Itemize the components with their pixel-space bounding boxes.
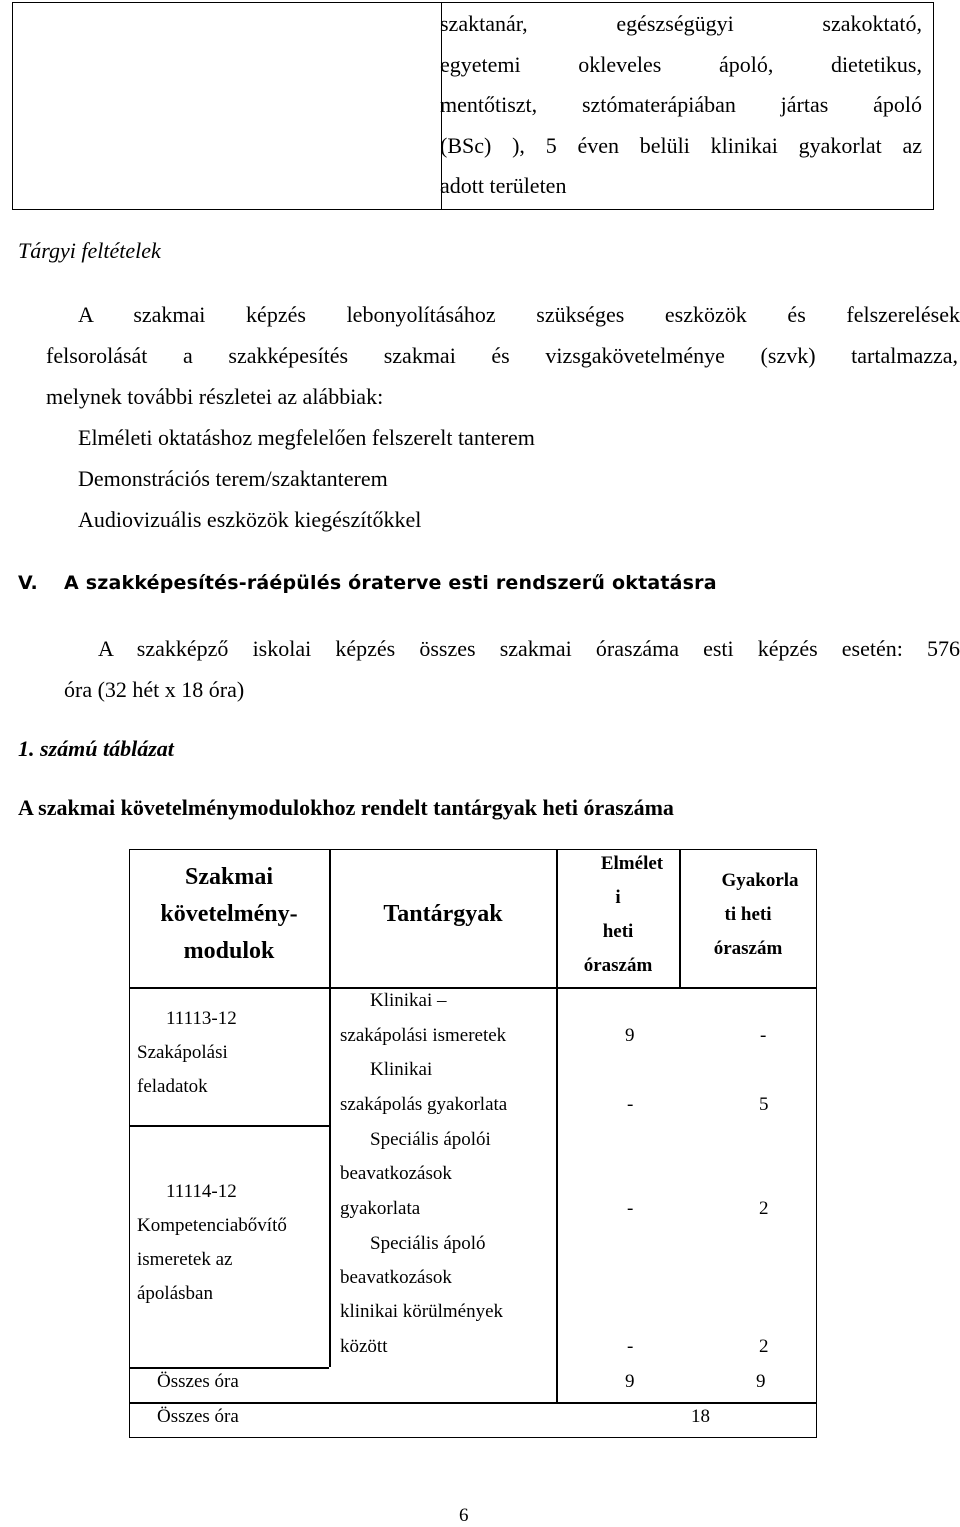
section-number: V. [18,572,38,594]
total-label: Összes óra [157,1406,239,1427]
subject-line: szakápolási ismeretek [340,1025,507,1046]
targyi-item: Audiovizuális eszközök kiegészítőkkel [78,507,422,532]
practice-hours: 2 [759,1198,769,1219]
header-subjects: Tantárgyak [383,901,503,927]
theory-hours: - [627,1336,634,1357]
theory-hours: - [627,1198,634,1219]
table-title: A szakmai követelménymodulokhoz rendelt tantárgyak heti óraszáma [18,795,674,820]
table-number: 1. számú táblázat [18,736,174,761]
targyi-item: Elméleti oktatáshoz megfelelően felszerelt tanterem [78,425,535,450]
qualification-cell [440,4,922,207]
module-name-line: Szakápolási [137,1042,228,1063]
header-theory-line: heti [602,921,634,942]
subject-line: klinikai körülmények [340,1301,504,1322]
header-theory-line: Elmélet [600,853,664,874]
targyi-item: Demonstrációs terem/szaktanterem [78,466,388,491]
table-rule [129,987,817,989]
module-name-line: Kompetenciabővítő [137,1215,287,1236]
module-code: 11113-12 [166,1008,237,1029]
subject-line: gyakorlata [340,1198,421,1219]
theory-hours: - [627,1094,634,1115]
subject-line: Speciális ápolói [370,1129,491,1150]
section-para-line: A szakképző iskolai képzés összes szakmai óraszáma esti képzés esetén: 576 [98,636,960,661]
table-rule [129,1125,329,1127]
targyi-para-line: melynek további részletei az alábbiak: [46,384,384,409]
header-modules-line: modulok [183,938,275,964]
qualification-line: (BSc) ), 5 éven belüli klinikai gyakorlat az [440,132,922,158]
targyi-para-line: A szakmai képzés lebonyolításához szükséges eszközök és felszerelések [78,302,960,327]
page-number: 6 [459,1505,469,1526]
qualification-line: mentőtiszt, sztómaterápiában jártas ápoló [440,92,922,117]
section-title: A szakképesítés-ráépülés óraterve esti rendszerű oktatásra [64,572,717,594]
total-theory: 9 [625,1371,635,1392]
header-practice-line: ti heti [724,904,772,925]
subject-line: között [340,1336,388,1357]
theory-hours: 9 [625,1025,635,1046]
practice-hours: 2 [759,1336,769,1357]
header-theory-line: i [615,887,621,908]
module-code: 11114-12 [166,1181,237,1202]
module-name-line: feladatok [137,1076,208,1097]
table-rule [129,1367,329,1369]
subject-line: Klinikai – [370,990,447,1011]
subject-line: Klinikai [370,1059,433,1080]
subject-line: beavatkozások [340,1163,452,1184]
section-para-line: óra (32 hét x 18 óra) [64,677,245,702]
total-label: Összes óra [157,1371,239,1392]
targyi-para-line: felsorolását a szakképesítés szakmai és vizsgakövetelménye (szvk) tartalmazza, [46,343,958,368]
total-practice: 9 [756,1371,766,1392]
targyi-heading: Tárgyi feltételek [18,238,161,263]
subject-line: Speciális ápoló [370,1233,486,1254]
qualification-line: egyetemi okleveles ápoló, dietetikus, [440,51,922,77]
subject-line: szakápolás gyakorlata [340,1094,508,1115]
header-practice-line: óraszám [713,938,783,959]
module-name-line: ismeretek az [137,1249,233,1270]
header-practice-line: Gyakorla [721,870,799,891]
total-combined: 18 [691,1406,710,1427]
subject-line: beavatkozások [340,1267,452,1288]
header-modules-line: követelmény- [160,901,298,927]
practice-hours: - [760,1025,767,1046]
table-rule [129,1402,817,1404]
header-modules-line: Szakmai [184,864,273,890]
header-theory-line: óraszám [583,955,653,976]
qualification-line: szaktanár, egészségügyi szakoktató, [440,11,922,36]
qualification-line: adott területen [440,173,567,198]
module-name-line: ápolásban [137,1283,213,1304]
practice-hours: 5 [759,1094,769,1115]
